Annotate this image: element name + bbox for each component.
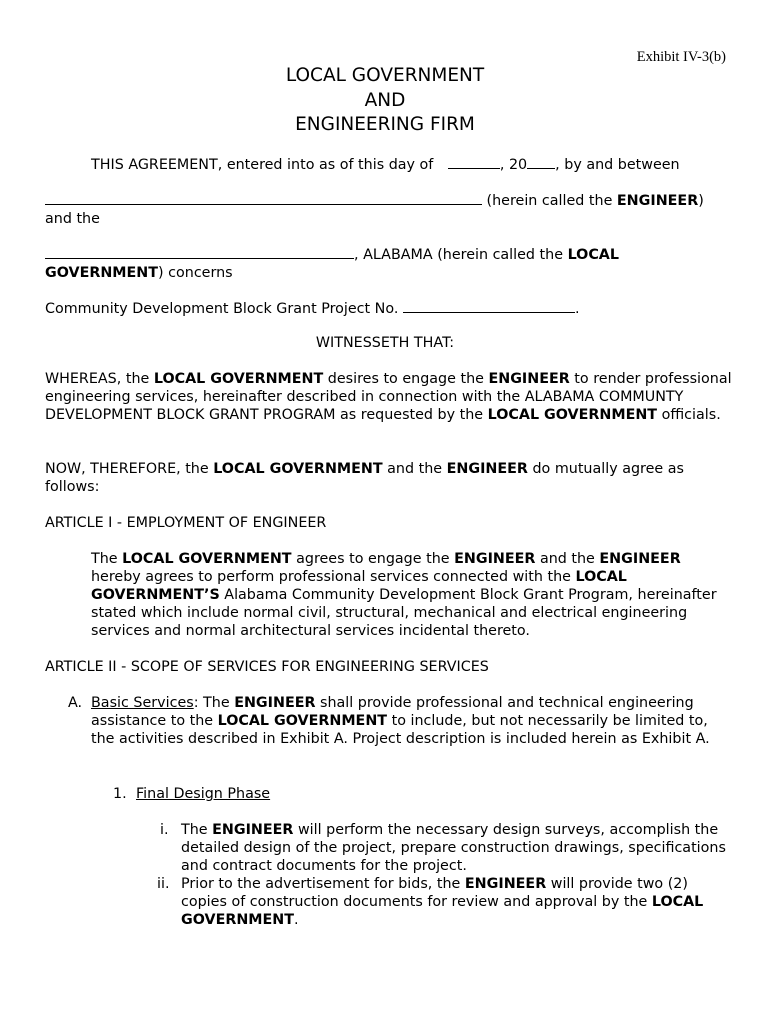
year-blank bbox=[527, 154, 555, 169]
final-design-phase-heading bbox=[136, 785, 736, 803]
item-i-text-2: will perform the necessary design surveys, accomplish the detailed design of the project, prepare construction drawings, specifications and contract documents for the project. bbox=[181, 822, 726, 874]
final-design-phase-title: Final Design Phase bbox=[136, 786, 271, 802]
article1-local-governments: LOCAL GOVERNMENT’S bbox=[91, 569, 627, 603]
item-ii-paragraph bbox=[181, 875, 731, 929]
now-engineer: ENGINEER bbox=[446, 461, 528, 477]
and-the-text: and the bbox=[45, 211, 100, 227]
engineer-pre-text: (herein called the bbox=[482, 193, 617, 209]
period-text: . bbox=[574, 301, 580, 317]
by-and-between: , by and between bbox=[555, 157, 680, 173]
local-government-name-blank bbox=[45, 244, 354, 259]
title-line-1: LOCAL GOVERNMENT bbox=[285, 65, 485, 86]
now-text-1: NOW, THEREFORE, the bbox=[45, 461, 214, 477]
title-line-3: ENGINEERING FIRM bbox=[295, 114, 475, 135]
engineer-party bbox=[45, 190, 735, 228]
title-line-2: AND bbox=[364, 89, 406, 111]
local-government-party bbox=[45, 244, 735, 282]
article1-local-government: LOCAL GOVERNMENT bbox=[122, 551, 292, 567]
concerns-text: ) concerns bbox=[158, 265, 233, 281]
item-a-marker: A. bbox=[68, 695, 83, 711]
project-number-line bbox=[45, 298, 735, 318]
article-1-heading: ARTICLE I - EMPLOYMENT OF ENGINEER bbox=[45, 515, 327, 531]
now-text-3: do mutually agree as follows: bbox=[45, 461, 684, 495]
project-number-blank bbox=[403, 298, 575, 313]
cdbg-project-label: Community Development Block Grant Project No. bbox=[45, 301, 399, 317]
item-1-marker: 1. bbox=[113, 786, 127, 802]
whereas-engineer: ENGINEER bbox=[488, 371, 570, 387]
whereas-paragraph bbox=[45, 370, 735, 424]
witnesseth-heading: WITNESSETH THAT: bbox=[315, 335, 455, 351]
whereas-text-4: officials. bbox=[657, 407, 721, 423]
whereas-text-2: desires to engage the bbox=[323, 371, 489, 387]
item-a-text-3: to include, but not necessarily be limited to, the activities described in Exhibit A. Project description is included herein as Exhibit A. bbox=[91, 713, 710, 747]
article1-engineer-2: ENGINEER bbox=[599, 551, 681, 567]
article1-engineer: ENGINEER bbox=[454, 551, 536, 567]
alabama-text: , ALABAMA (herein called the bbox=[354, 247, 568, 263]
item-ii-text-3: . bbox=[294, 912, 299, 928]
item-ii-engineer: ENGINEER bbox=[464, 876, 547, 892]
article1-text-2: agrees to engage the bbox=[291, 551, 455, 567]
year-prefix: , 20 bbox=[499, 157, 528, 173]
exhibit-label: Exhibit IV-3(b) bbox=[636, 49, 726, 65]
whereas-text-3: to render professional engineering services, hereinafter described in connection with the ALABAMA COMMUNTY DEVELOPMENT BLOCK GRANT PROGRAM as requested by the bbox=[45, 371, 732, 423]
article-2-heading: ARTICLE II - SCOPE OF SERVICES FOR ENGINEERING SERVICES bbox=[45, 659, 489, 675]
item-a-text-2: shall provide professional and technical engineering assistance to the bbox=[91, 695, 694, 729]
item-ii-local-government: LOCAL GOVERNMENT bbox=[181, 894, 704, 928]
engineer-post-text: ) bbox=[698, 193, 704, 209]
item-i-text-1: The bbox=[181, 822, 213, 838]
day-blank bbox=[448, 154, 500, 169]
article1-text-5: Alabama Community Development Block Grant Program, hereinafter stated which include normal civil, structural, mechanical and electrical engineering services and normal architectural services incidental thereto. bbox=[91, 587, 717, 639]
government-term: GOVERNMENT bbox=[45, 265, 159, 281]
item-ii-text-1: Prior to the advertisement for bids, the bbox=[181, 876, 465, 892]
now-text-2: and the bbox=[382, 461, 447, 477]
now-therefore-paragraph bbox=[45, 460, 735, 496]
whereas-local-government-2: LOCAL GOVERNMENT bbox=[487, 407, 658, 423]
item-a-text-1: : The bbox=[193, 695, 235, 711]
article1-text-1: The bbox=[91, 551, 123, 567]
article-1-paragraph bbox=[91, 550, 731, 640]
agreement-intro bbox=[91, 154, 751, 174]
engineer-term: ENGINEER bbox=[616, 193, 699, 209]
agreement-intro-text: THIS AGREEMENT, entered into as of this day of bbox=[91, 157, 434, 173]
item-ii-text-2: will provide two (2) copies of construction documents for review and approval by the bbox=[181, 876, 688, 910]
basic-services-paragraph bbox=[91, 694, 731, 748]
item-i-engineer: ENGINEER bbox=[212, 822, 294, 838]
article1-text-4: hereby agrees to perform professional services connected with the bbox=[91, 569, 576, 585]
item-i-marker: i. bbox=[160, 822, 169, 838]
now-local-government: LOCAL GOVERNMENT bbox=[213, 461, 383, 477]
document-title bbox=[0, 64, 770, 138]
item-ii-marker: ii. bbox=[157, 876, 170, 892]
item-i-paragraph bbox=[181, 821, 731, 875]
item-a-local-government: LOCAL GOVERNMENT bbox=[217, 713, 388, 729]
whereas-local-government: LOCAL GOVERNMENT bbox=[153, 371, 324, 387]
engineer-name-blank bbox=[45, 190, 482, 205]
article1-text-3: and the bbox=[535, 551, 600, 567]
item-a-engineer: ENGINEER bbox=[234, 695, 316, 711]
local-term: LOCAL bbox=[567, 247, 619, 263]
basic-services-title: Basic Services bbox=[91, 695, 194, 711]
whereas-text-1: WHEREAS, the bbox=[45, 371, 154, 387]
